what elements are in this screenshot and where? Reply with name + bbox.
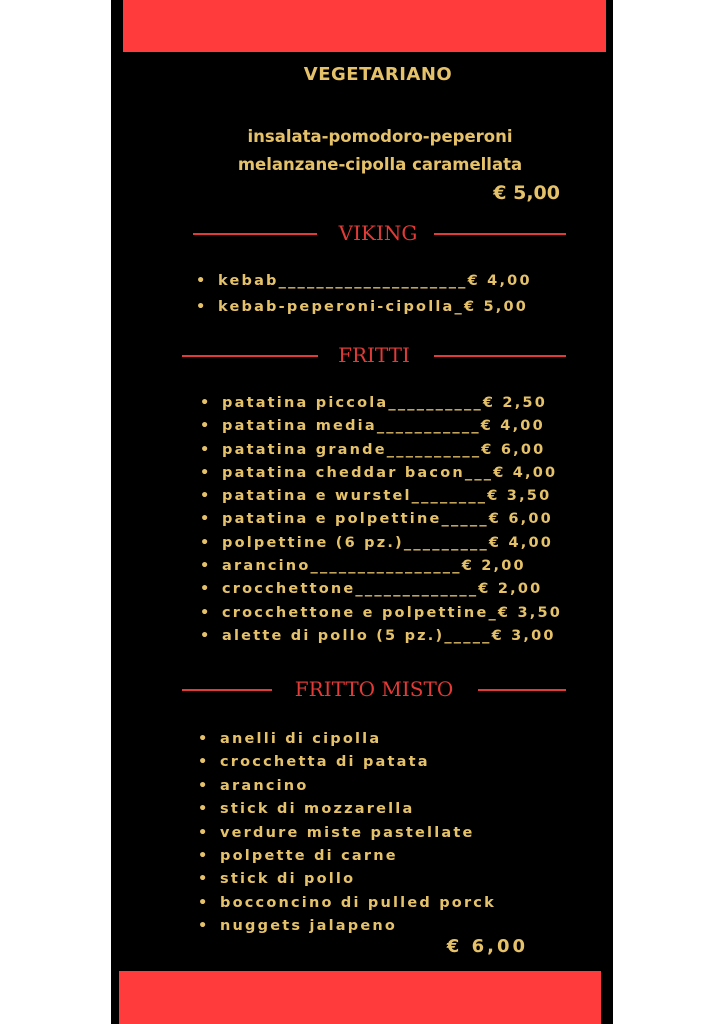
fritto-misto-list — [198, 728, 496, 939]
top-red-bar — [123, 0, 606, 52]
section-title-fritti: FRITTI — [338, 343, 410, 367]
list-item: • alette di pollo (5 pz.)_____€ 3,00 — [200, 625, 562, 648]
list-item: • stick di mozzarella — [198, 798, 496, 821]
vegetariano-price: € 5,00 — [493, 182, 560, 204]
section-title-fritto-misto: FRITTO MISTO — [294, 677, 454, 701]
list-item: • crocchettone e polpettine_€ 3,50 — [200, 602, 562, 625]
section-title-viking: VIKING — [338, 221, 418, 245]
list-item: • polpette di carne — [198, 845, 496, 868]
viking-list — [196, 268, 532, 320]
list-item: • stick di pollo — [198, 868, 496, 891]
list-item: • nuggets jalapeno — [198, 915, 496, 938]
list-item: • patatina cheddar bacon___€ 4,00 — [200, 462, 562, 485]
list-item: • verdure miste pastellate — [198, 822, 496, 845]
vegetariano-desc-line-2: melanzane-cipolla caramellata — [237, 155, 523, 174]
list-item: • patatina media___________€ 4,00 — [200, 415, 562, 438]
fritti-list — [200, 392, 562, 648]
list-item: • anelli di cipolla — [198, 728, 496, 751]
list-item: • patatina piccola__________€ 2,50 — [200, 392, 562, 415]
list-item: • kebab____________________€ 4,00 — [196, 268, 532, 294]
list-item: • patatina grande__________€ 6,00 — [200, 439, 562, 462]
list-item: • patatina e polpettine_____€ 6,00 — [200, 508, 562, 531]
list-item: • bocconcino di pulled porck — [198, 892, 496, 915]
list-item: • arancino________________€ 2,00 — [200, 555, 562, 578]
section-header-fritto-misto — [182, 675, 566, 705]
list-item: • patatina e wurstel________€ 3,50 — [200, 485, 562, 508]
section-header-fritti — [182, 341, 566, 371]
section-header-viking — [190, 219, 566, 249]
list-item: • crocchetta di patata — [198, 751, 496, 774]
list-item: • polpettine (6 pz.)_________€ 4,00 — [200, 532, 562, 555]
list-item: • kebab-peperoni-cipolla_€ 5,00 — [196, 294, 532, 320]
fritto-misto-price: € 6,00 — [446, 936, 528, 957]
vegetariano-desc-line-1: insalata-pomodoro-peperoni — [247, 127, 513, 146]
list-item: • crocchettone_____________€ 2,00 — [200, 578, 562, 601]
section-title-vegetariano: VEGETARIANO — [303, 64, 453, 85]
bottom-red-bar — [119, 971, 601, 1024]
list-item: • arancino — [198, 775, 496, 798]
